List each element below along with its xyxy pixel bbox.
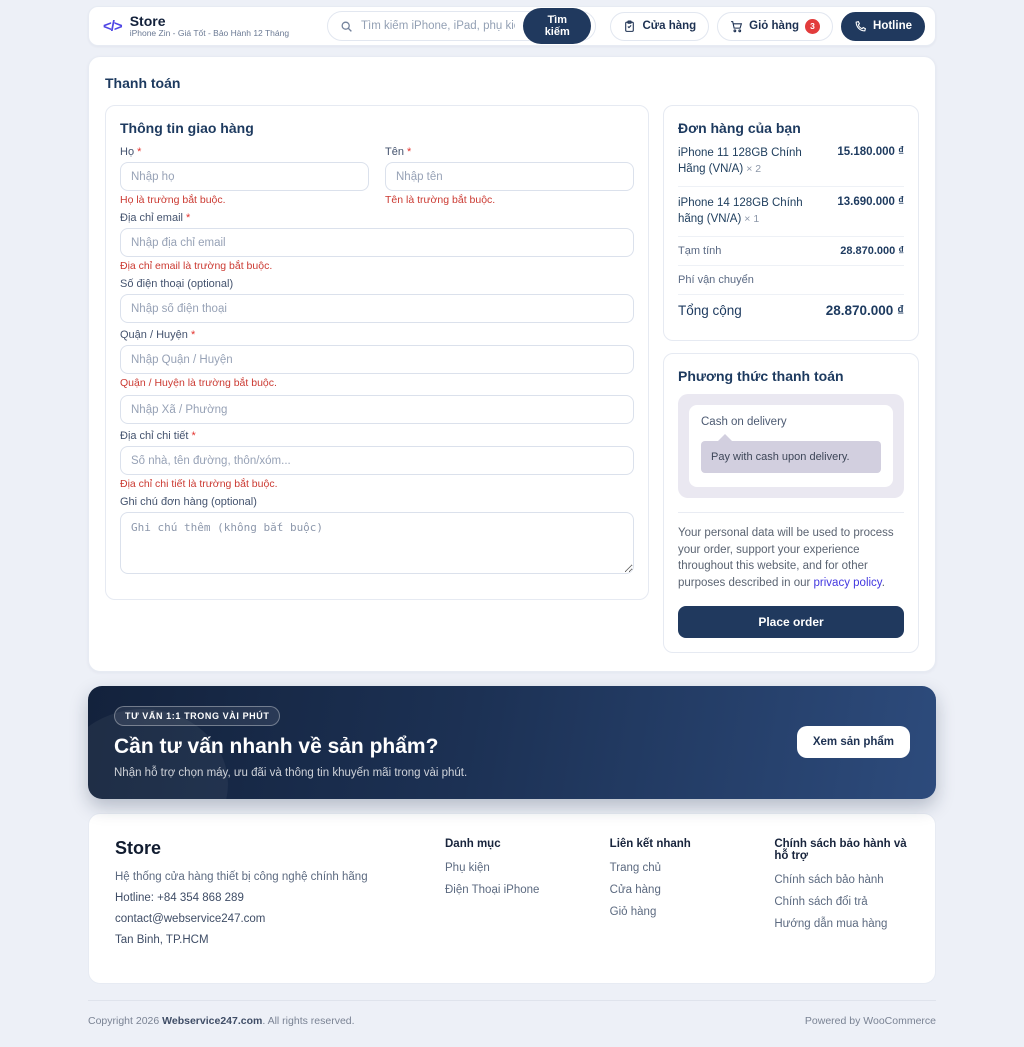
privacy-notice: Your personal data will be used to process your order, support your experience throughout this website, and for other purposes described in our privacy policy.	[678, 527, 894, 590]
cart-button[interactable]	[717, 12, 833, 41]
cart-icon	[730, 20, 743, 33]
banner-badge: TƯ VẤN 1:1 TRONG VÀI PHÚT	[114, 706, 280, 726]
subtotal-row	[678, 236, 904, 265]
footer-link[interactable]: Chính sách bảo hành	[774, 873, 884, 886]
copyright-bar	[88, 1000, 936, 1047]
footer-link[interactable]: Chính sách đổi trả	[774, 895, 868, 908]
privacy-policy-link[interactable]: privacy policy	[813, 577, 882, 590]
order-item-name: iPhone 14 128GB Chính hãng (VN/A) × 1	[678, 197, 803, 225]
subtotal-label: Tạm tính	[678, 245, 722, 258]
store-tagline: iPhone Zin - Giá Tốt - Bảo Hành 12 Tháng	[129, 28, 290, 38]
search-button[interactable]: Tìm kiếm	[523, 8, 591, 44]
shipping-form	[105, 105, 649, 600]
search-input[interactable]	[361, 20, 515, 32]
search-icon	[340, 20, 353, 33]
first-name-field-group	[385, 146, 634, 206]
copyright-text: Copyright 2026 Webservice247.com. All rights reserved.	[88, 1014, 355, 1027]
first-name-label: Tên *	[385, 146, 412, 158]
district-error: Quận / Huyện là trường bắt buộc.	[120, 377, 277, 389]
order-item-name: iPhone 11 128GB Chính Hãng (VN/A) × 2	[678, 147, 802, 175]
order-note-textarea[interactable]	[120, 512, 634, 574]
footer-link[interactable]: Trang chủ	[609, 861, 662, 874]
store-nav-button[interactable]	[610, 12, 709, 41]
footer-brand-block	[115, 838, 415, 955]
brand-logo[interactable]	[103, 14, 313, 38]
order-item	[678, 186, 904, 236]
store-nav-label: Cửa hàng	[642, 20, 697, 32]
footer-column-title: Danh mục	[445, 837, 501, 850]
first-name-error: Tên là trường bắt buộc.	[385, 194, 496, 206]
order-note-field-group	[120, 496, 634, 579]
page-title: Thanh toán	[105, 75, 181, 91]
hotline-label: Hotline	[873, 20, 912, 32]
order-item-qty: × 2	[746, 162, 762, 175]
first-name-input[interactable]	[385, 162, 634, 191]
code-logo-icon: </>	[103, 17, 122, 35]
payment-method-option[interactable]	[689, 405, 893, 487]
email-input[interactable]	[120, 228, 634, 257]
order-note-label: Ghi chú đơn hàng (optional)	[120, 496, 257, 508]
footer-link[interactable]: Phụ kiện	[445, 861, 490, 874]
payment-method-description: Pay with cash upon delivery.	[701, 441, 881, 473]
district-field-group	[120, 329, 634, 389]
address-input[interactable]	[120, 446, 634, 475]
footer-column-title: Liên kết nhanh	[609, 837, 691, 850]
footer-column-title: Chính sách bảo hành và hỗ trợ	[774, 837, 907, 862]
ward-input[interactable]	[120, 395, 634, 424]
total-label: Tổng cộng	[678, 303, 742, 319]
payment-card	[663, 353, 919, 653]
phone-field-group	[120, 278, 634, 323]
order-sidebar	[663, 105, 919, 653]
last-name-error: Họ là trường bắt buộc.	[120, 194, 226, 206]
required-asterisk: *	[407, 146, 412, 158]
total-row	[678, 294, 904, 326]
checkout-page	[88, 56, 936, 672]
required-asterisk: *	[191, 430, 196, 442]
payment-method-container	[678, 394, 904, 498]
shipping-fee-row	[678, 265, 904, 294]
footer-hotline: Hotline: +84 354 868 289	[115, 891, 244, 904]
banner-subtitle: Nhận hỗ trợ chọn máy, ưu đãi và thông tin khuyến mãi trong vài phút.	[114, 766, 468, 779]
required-asterisk: *	[190, 329, 196, 341]
store-title: Store	[129, 13, 166, 29]
footer-brand-title: Store	[115, 837, 162, 858]
payment-title: Phương thức thanh toán	[678, 368, 844, 385]
shipping-fee-label: Phí vận chuyển	[678, 274, 754, 287]
copyright-brand: Webservice247.com	[162, 1014, 263, 1027]
view-products-button[interactable]: Xem sản phẩm	[797, 726, 910, 758]
phone-icon	[854, 20, 867, 33]
last-name-label: Họ *	[120, 146, 142, 158]
header	[88, 6, 936, 46]
last-name-field-group	[120, 146, 369, 206]
required-asterisk: *	[186, 212, 191, 224]
cart-label: Giỏ hàng	[749, 20, 800, 32]
footer-column-quicklinks	[610, 838, 745, 955]
district-input[interactable]	[120, 345, 634, 374]
footer-link[interactable]: Hướng dẫn mua hàng	[774, 917, 888, 930]
ward-field-group	[120, 395, 634, 424]
email-label: Địa chỉ email *	[120, 212, 191, 224]
shipping-title: Thông tin giao hàng	[120, 120, 254, 136]
address-label: Địa chỉ chi tiết *	[120, 430, 196, 442]
cart-count-badge: 3	[805, 19, 820, 34]
clipboard-icon	[623, 20, 636, 33]
banner-title: Cần tư vấn nhanh về sản phẩm?	[114, 734, 439, 758]
banner-content	[114, 706, 467, 779]
total-value: 28.870.000 ₫	[825, 303, 904, 319]
footer-email: contact@webservice247.com	[115, 912, 266, 925]
footer	[88, 813, 936, 984]
order-item-price: 13.690.000 ₫	[837, 196, 904, 209]
order-summary-card	[663, 105, 919, 341]
footer-link[interactable]: Cửa hàng	[609, 883, 661, 896]
place-order-button[interactable]: Place order	[678, 606, 904, 638]
phone-input[interactable]	[120, 294, 634, 323]
payment-method-label: Cash on delivery	[701, 416, 787, 429]
required-asterisk: *	[137, 146, 142, 158]
footer-link[interactable]: Giỏ hàng	[609, 905, 657, 918]
email-field-group	[120, 212, 634, 272]
last-name-input[interactable]	[120, 162, 369, 191]
order-item-qty: × 1	[744, 212, 760, 225]
address-error: Địa chỉ chi tiết là trường bắt buộc.	[120, 478, 278, 490]
footer-address: Tan Binh, TP.HCM	[115, 933, 209, 946]
footer-column-policies	[774, 838, 909, 955]
consultation-banner	[88, 686, 936, 799]
header-nav	[610, 12, 925, 41]
subtotal-value: 28.870.000 ₫	[840, 245, 904, 258]
email-error: Địa chỉ email là trường bắt buộc.	[120, 260, 273, 272]
order-item-price: 15.180.000 ₫	[837, 146, 904, 158]
search-bar	[327, 11, 596, 41]
footer-link[interactable]: Điện Thoại iPhone	[445, 883, 540, 896]
hotline-button[interactable]	[841, 12, 925, 41]
footer-column-categories	[445, 838, 580, 955]
footer-description: Hệ thống cửa hàng thiết bị công nghệ chính hãng	[115, 870, 368, 883]
address-field-group	[120, 430, 634, 490]
phone-label: Số điện thoại (optional)	[120, 278, 234, 290]
order-item	[678, 146, 904, 186]
order-summary-title: Đơn hàng của bạn	[678, 120, 801, 136]
powered-by-text: Powered by WooCommerce	[804, 1014, 936, 1027]
district-label: Quận / Huyện *	[120, 329, 196, 341]
divider	[678, 512, 904, 513]
